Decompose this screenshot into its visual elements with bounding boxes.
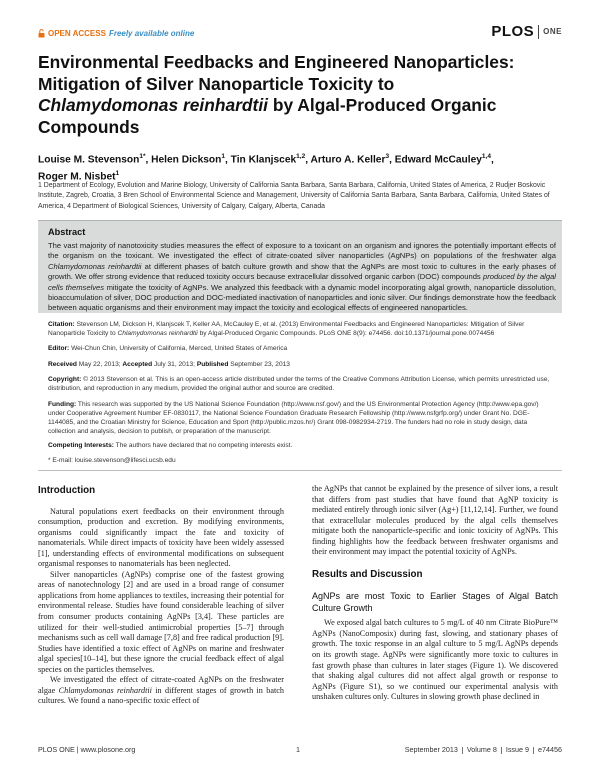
- copyright-text: © 2013 Stevenson et al. This is an open-access article distributed under the terms of the Creative Commons Attribution License, which permits unrestricted use, distribution, and reproduction in any medium, provided the original author and source are credited.: [48, 376, 550, 392]
- published-date: September 23, 2013: [228, 361, 290, 368]
- footer-divider: [533, 747, 534, 754]
- citation-species: Chlamydomonas reinhardtii: [117, 330, 198, 337]
- citation: [48, 320, 556, 338]
- footer-journal: PLOS ONE | www.plosone.org: [38, 745, 136, 754]
- body-paragraph: Natural populations exert feedbacks on their environment through consumption, production and excretion. By modifying environments, organisms could significantly impact the fate and toxicity of nanomaterials. While direct impacts of toxicity have been widely assessed [1], understanding effects of environmental modifications on subsequent organismal responses to nanomaterials has been neglected.: [38, 506, 284, 569]
- footer-date: September 2013: [404, 745, 458, 754]
- published-label: Published: [196, 361, 229, 368]
- results-heading: Results and Discussion: [312, 568, 423, 580]
- plos-logo-text: PLOS: [491, 23, 535, 40]
- title-species: Chlamydomonas reinhardtii: [38, 95, 268, 115]
- footer-article-id: e74456: [538, 745, 562, 754]
- open-lock-icon: [38, 29, 45, 38]
- author: Helen Dickson: [151, 154, 222, 166]
- author-affil-mark: 1: [221, 153, 225, 160]
- citation-text: Stevenson LM, Dickson H, Klanjscek T, Keller AA, McCauley E, et al. (2013) Environmental Feedbacks and Engineered Nanoparticles: Mitigation of Silver Nanoparticle Toxicity to: [48, 321, 525, 337]
- competing-label: Competing Interests:: [48, 442, 114, 449]
- funding-label: Funding:: [48, 401, 77, 408]
- abstract-species: Chlamydomonas reinhardtii: [48, 261, 142, 271]
- copyright: [48, 375, 556, 393]
- author: Edward McCauley: [394, 154, 482, 166]
- title-line: Mitigation of Silver Nanoparticle Toxicity to: [38, 73, 395, 94]
- body-paragraph: We exposed algal batch cultures to 5 mg/L of 40 nm Citrate BioPure™ AgNPs (NanoComposix) during fast, slowing, and stationary phases of growth. The toxic response in an algal culture to 5 mg/L AgNPs depends on its growth stage. AgNPs were significantly more toxic to cultures in fast growth phase than cultures in later stages (Figure 1). We discovered that shaking algal cultures did not affect algal growth or response to AgNPs (Figure S1), so we continued our experimental analysis with unshaken cultures only. Cultures in slowing growth phase declined in: [312, 618, 558, 702]
- editor: [48, 344, 556, 353]
- abstract-box: [38, 220, 562, 313]
- one-logo-text: ONE: [543, 27, 562, 36]
- received-label: Received: [48, 361, 77, 368]
- plos-one-logo: [491, 23, 562, 40]
- right-column: [312, 484, 558, 703]
- author-affil-mark: 1: [115, 169, 120, 177]
- article-title: [38, 52, 558, 138]
- editor-label: Editor:: [48, 345, 70, 352]
- author: Louise M. Stevenson: [38, 154, 140, 166]
- body-paragraph: Silver nanoparticles (AgNPs) comprise one of the fastest growing areas of nanotechnology [2] and are used in a broad range of consumer applications from home appliances to textiles, increasing their potential for environmental release. Studies have found considerable leaching of silver from consumer products containing AgNPs [3,4]. These particles are utilized for their well-studied antimicrobial properties [5–7] through mechanisms such as cell wall damage [7,8] and free radical production [9]. Studies have identified a toxic effect of AgNPs on marine and freshwater algal species[10–14], but these ignore the crucial feedback effect of algal species on the particles themselves.: [38, 569, 284, 674]
- citation-rest: by Algal-Produced Organic Compounds. PLoS ONE 8(9): e74456. doi:10.1371/journal.pone.0074456: [197, 330, 495, 337]
- metadata-divider: [38, 470, 562, 471]
- copyright-label: Copyright:: [48, 376, 82, 383]
- title-line-rest: by Algal-Produced Organic: [268, 95, 497, 115]
- footer-issue: Issue 9: [505, 745, 530, 754]
- title-line: Environmental Feedbacks and Engineered Nanoparticles:: [38, 52, 515, 72]
- open-access-banner: [38, 29, 194, 38]
- author: Arturo A. Keller: [310, 154, 386, 166]
- author-list: Louise M. Stevenson$^{1*}$, Helen Dickson$^1$, Tin Klanjscek$^{1,2}$, Arturo A. Keller$^3$, Edward McCauley$^{1,4}$, Roger M. Nisbet$^1$: [38, 153, 494, 183]
- footer-divider: [501, 747, 502, 754]
- paragraph-part: We investigated the effect of citrate-coated AgNPs on the freshwater algae: [38, 675, 284, 695]
- body-paragraph: the AgNPs that cannot be explained by the presence of silver ions, a result that differs from past studies that have found that AgNP toxicity is mediated entirely through ionic silver (Ag+) [11,12,14]. Further, we found that extracellular molecules produced by the algal cells themselves mitigate both the nanoparticle-specific and ionic toxicity of AgNPs. This finding highlights how the feedback between freshwater organisms and their environment may impact the potential toxicity of AgNPs.: [312, 484, 558, 557]
- results-subheading: AgNPs are most Toxic to Earlier Stages of Algal Batch Culture Growth: [312, 591, 558, 614]
- logo-divider: [538, 25, 539, 39]
- page-number: 1: [296, 745, 300, 754]
- author-affil-mark: 1*: [139, 153, 146, 160]
- accepted-date: July 31, 2013;: [152, 361, 197, 368]
- freely-available-label: Freely available online: [108, 29, 195, 38]
- abstract-part: mitigate the toxicity of AgNPs. We analyzed this feedback with a dynamic model incorporating algal growth, nanoparticle dissolution, bioaccumulation of silver, DOC production and DOC-mediated inactivation of nanoparticles and ionic silver. Our findings demonstrate how the feedback between aquatic organisms and their environment may impact the toxicity and ecological effects of engineered nanoparticles.: [48, 282, 556, 313]
- author-affil-mark: 1,2: [296, 153, 306, 160]
- footer-divider: [462, 747, 463, 754]
- introduction-heading: Introduction: [38, 485, 96, 496]
- open-access-label: OPEN ACCESS: [48, 29, 106, 38]
- abstract-part: at different phases of batch culture growth and show that the AgNPs are most toxic to cultures in the early phases of growth. We offer strong evidence that reduced toxicity occurs because extracellular dissolved organic carbon (DOC) compounds: [48, 261, 556, 282]
- column-spacer: [312, 558, 558, 568]
- footer-issue-info: [405, 745, 562, 754]
- abstract-text: [48, 241, 556, 314]
- footer-volume: Volume 8: [466, 745, 497, 754]
- abstract-emphasis: produced by the algal cells themselves: [48, 272, 556, 292]
- body-paragraph: [38, 675, 284, 707]
- author: Tin Klanjscek: [230, 154, 297, 166]
- affiliations: 1 Department of Ecology, Evolution and Marine Biology, University of California Santa Barbara, Santa Barbara, California, United States of America, 2 Rudjer Boskovic Institute, Zagreb, Croatia, 3 Bren School of Environmental Science and Management, University of California Santa Barbara, Santa Barbara, California, United States of America, 4 Department of Biological Sciences, University of Calgary, Calgary, Alberta, Canada: [38, 182, 550, 210]
- paragraph-part: in different stages of growth in batch cultures. We found a nano-specific toxic effect of: [38, 685, 284, 706]
- author-affil-mark: 1,4: [481, 153, 491, 160]
- funding-text: This research was supported by the US National Science Foundation (http://www.nsf.gov/) and the US Environmental Protection Agency (http://www.epa.gov/) under Cooperative Agreement Number EF-0830117, the National Science Foundation Graduate Research Fellowship (http://www.nsfgrfp.org/) under Grant No. DGE- 1144085, and the Croatian Ministry for Science, Education and Sport (http://public.mzos.hr/) Grant 098-0982934-2719. The funders had no role in study design, data collection and analysis, decision to publish, or preparation of the manuscript.: [48, 401, 539, 435]
- dates: [48, 360, 556, 369]
- accepted-label: Accepted: [122, 361, 153, 368]
- received-date: May 22, 2013;: [76, 361, 123, 368]
- editor-text: Wei-Chun Chin, University of California, Merced, United States of America: [69, 345, 288, 352]
- competing-interests: [48, 441, 556, 450]
- competing-text: The authors have declared that no competing interests exist.: [113, 442, 293, 449]
- abstract-heading: Abstract: [48, 227, 86, 237]
- title-line: Compounds: [38, 116, 140, 137]
- abstract-part: The vast majority of nanotoxicity studies measures the effect of exposure to a toxicant on an organism and ignores the potentially important effects of the organism on the toxicant. We investigated the effect of citrate-coated silver nanoparticles (AgNPs) on populations of the freshwater alga: [48, 241, 556, 261]
- author-affil-mark: 3: [385, 153, 390, 160]
- paragraph-species: Chlamydomonas reinhardtii: [58, 685, 152, 695]
- corresponding-email: * E-mail: louise.stevenson@lifesci.ucsb.edu: [48, 457, 176, 464]
- author: Roger M. Nisbet: [38, 171, 116, 183]
- left-column: [38, 484, 284, 707]
- title-line: [38, 95, 558, 117]
- funding: [48, 400, 556, 436]
- citation-label: Citation:: [48, 321, 75, 328]
